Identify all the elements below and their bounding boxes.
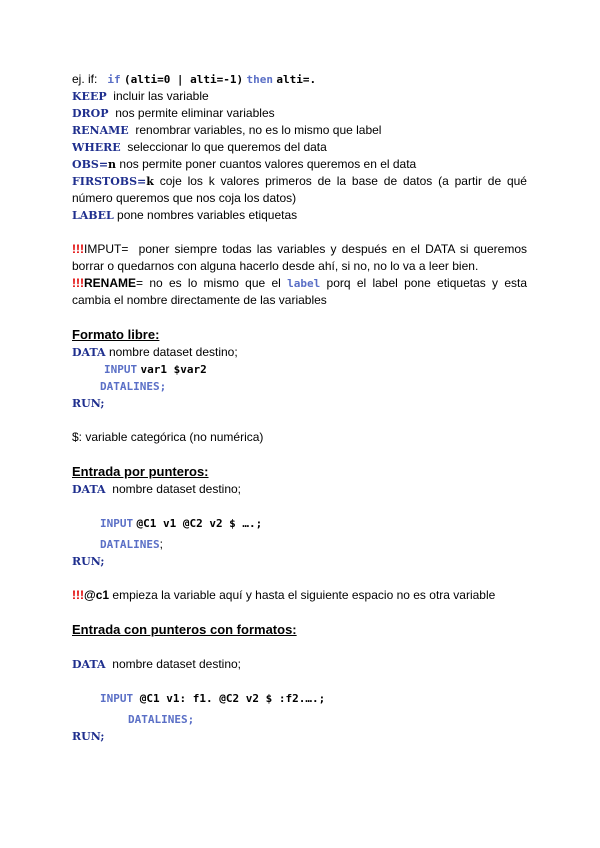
- input-keyword: INPUT: [100, 692, 134, 705]
- firstobs-line-2: número queremos que nos coja los datos): [72, 191, 297, 205]
- input-code: @C1 v1: f1. @C2 v2 $ :f2.….;: [139, 692, 326, 705]
- c1-lead: @c1: [84, 588, 110, 602]
- warning-marks: !!!: [72, 242, 84, 256]
- warning-marks: !!!: [72, 588, 84, 602]
- firstobs-keyword: FIRSTOBS=: [72, 175, 147, 188]
- input-keyword: INPUT: [104, 363, 138, 376]
- data-keyword: DATA: [72, 658, 106, 671]
- label-inline-keyword: label: [287, 277, 321, 290]
- libre-data-line: [72, 344, 527, 361]
- if-keyword: if: [107, 73, 121, 86]
- libre-datalines-line: [72, 378, 527, 395]
- run-keyword: RUN;: [72, 730, 105, 743]
- input-code: var1 $var2: [140, 363, 207, 376]
- rename-line: [72, 122, 527, 139]
- obs-line: [72, 156, 527, 173]
- document-page: [72, 71, 527, 745]
- punteros-data-line: [72, 481, 527, 498]
- data-keyword: DATA: [72, 346, 106, 359]
- formatos-input-line: [72, 690, 527, 707]
- label-text: pone nombres variables etiquetas: [117, 208, 298, 222]
- warning-marks: !!!: [72, 276, 84, 290]
- imput-text-1: poner siempre todas las variables y después en el DATA si queremos: [138, 242, 527, 256]
- rename-eq: =: [136, 276, 144, 290]
- where-text: seleccionar lo que queremos del data: [127, 140, 327, 154]
- imput-note-line-2: borrar o quedarnos con alguna hacerlo desde ahí, si no, no lo va a leer bien.: [72, 259, 479, 273]
- drop-line: [72, 105, 527, 122]
- punteros-run-line: [72, 553, 527, 570]
- rename-note-line-2: cambia el nombre directamente de las variables: [72, 293, 327, 307]
- data-text: nombre dataset destino;: [108, 345, 238, 359]
- punteros-datalines-line: [72, 536, 527, 553]
- obs-text: nos permite poner cuantos valores queremos en el data: [119, 157, 417, 171]
- c1-note: [72, 587, 527, 604]
- drop-keyword: DROP: [72, 107, 109, 120]
- rename-note-line-1: [72, 275, 527, 292]
- c1-text: empieza la variable aquí y hasta el siguiente espacio no es otra variable: [112, 588, 496, 602]
- label-keyword: LABEL: [72, 209, 114, 222]
- rename-note-part-1: no es lo mismo que el: [149, 276, 281, 290]
- example-if-line: [72, 71, 527, 88]
- rename-keyword: RENAME: [72, 124, 129, 137]
- formatos-run-line: [72, 728, 527, 745]
- label-line: [72, 207, 527, 224]
- libre-run-line: [72, 395, 527, 412]
- section-heading-punteros: Entrada por punteros:: [72, 464, 209, 479]
- run-keyword: RUN;: [72, 397, 105, 410]
- rename-lead: RENAME: [84, 276, 137, 290]
- then-keyword: then: [246, 73, 274, 86]
- input-code: @C1 v1 @C2 v2 $ ….;: [136, 517, 263, 530]
- example-label: ej. if:: [72, 72, 98, 86]
- datalines-keyword: DATALINES;: [128, 713, 195, 726]
- firstobs-line-1: [72, 173, 527, 190]
- firstobs-text-1: coje los k valores primeros de la base de datos (a partir de qué: [159, 174, 527, 188]
- dollar-note: $: variable categórica (no numérica): [72, 430, 264, 444]
- keep-text: incluir las variable: [113, 89, 209, 103]
- input-keyword: INPUT: [100, 517, 134, 530]
- obs-keyword: OBS=: [72, 158, 109, 171]
- data-text: nombre dataset destino;: [112, 482, 242, 496]
- run-keyword: RUN;: [72, 555, 105, 568]
- formatos-datalines-line: [72, 711, 527, 728]
- section-heading-libre: Formato libre:: [72, 327, 160, 342]
- imput-lead: IMPUT=: [84, 242, 129, 256]
- obs-param: n: [108, 158, 117, 171]
- where-line: [72, 139, 527, 156]
- firstobs-param: k: [146, 175, 154, 188]
- formatos-data-line: [72, 656, 527, 673]
- punteros-input-line: [72, 515, 527, 532]
- rename-text: renombrar variables, no es lo mismo que label: [135, 123, 382, 137]
- data-keyword: DATA: [72, 483, 106, 496]
- where-keyword: WHERE: [72, 141, 121, 154]
- data-text: nombre dataset destino;: [112, 657, 242, 671]
- keep-keyword: KEEP: [72, 90, 107, 103]
- datalines-semicolon: ;: [159, 537, 163, 551]
- assign-code: alti=.: [276, 73, 317, 86]
- datalines-keyword: DATALINES: [100, 538, 160, 551]
- section-heading-formatos: Entrada con punteros con formatos:: [72, 622, 297, 637]
- libre-input-line: [72, 361, 527, 378]
- imput-note-line-1: [72, 241, 527, 258]
- datalines-keyword: DATALINES;: [100, 380, 167, 393]
- if-condition: (alti=0 | alti=-1): [123, 73, 244, 86]
- keep-line: [72, 88, 527, 105]
- drop-text: nos permite eliminar variables: [115, 106, 275, 120]
- rename-note-part-2: porq el label pone etiquetas y esta: [326, 276, 528, 290]
